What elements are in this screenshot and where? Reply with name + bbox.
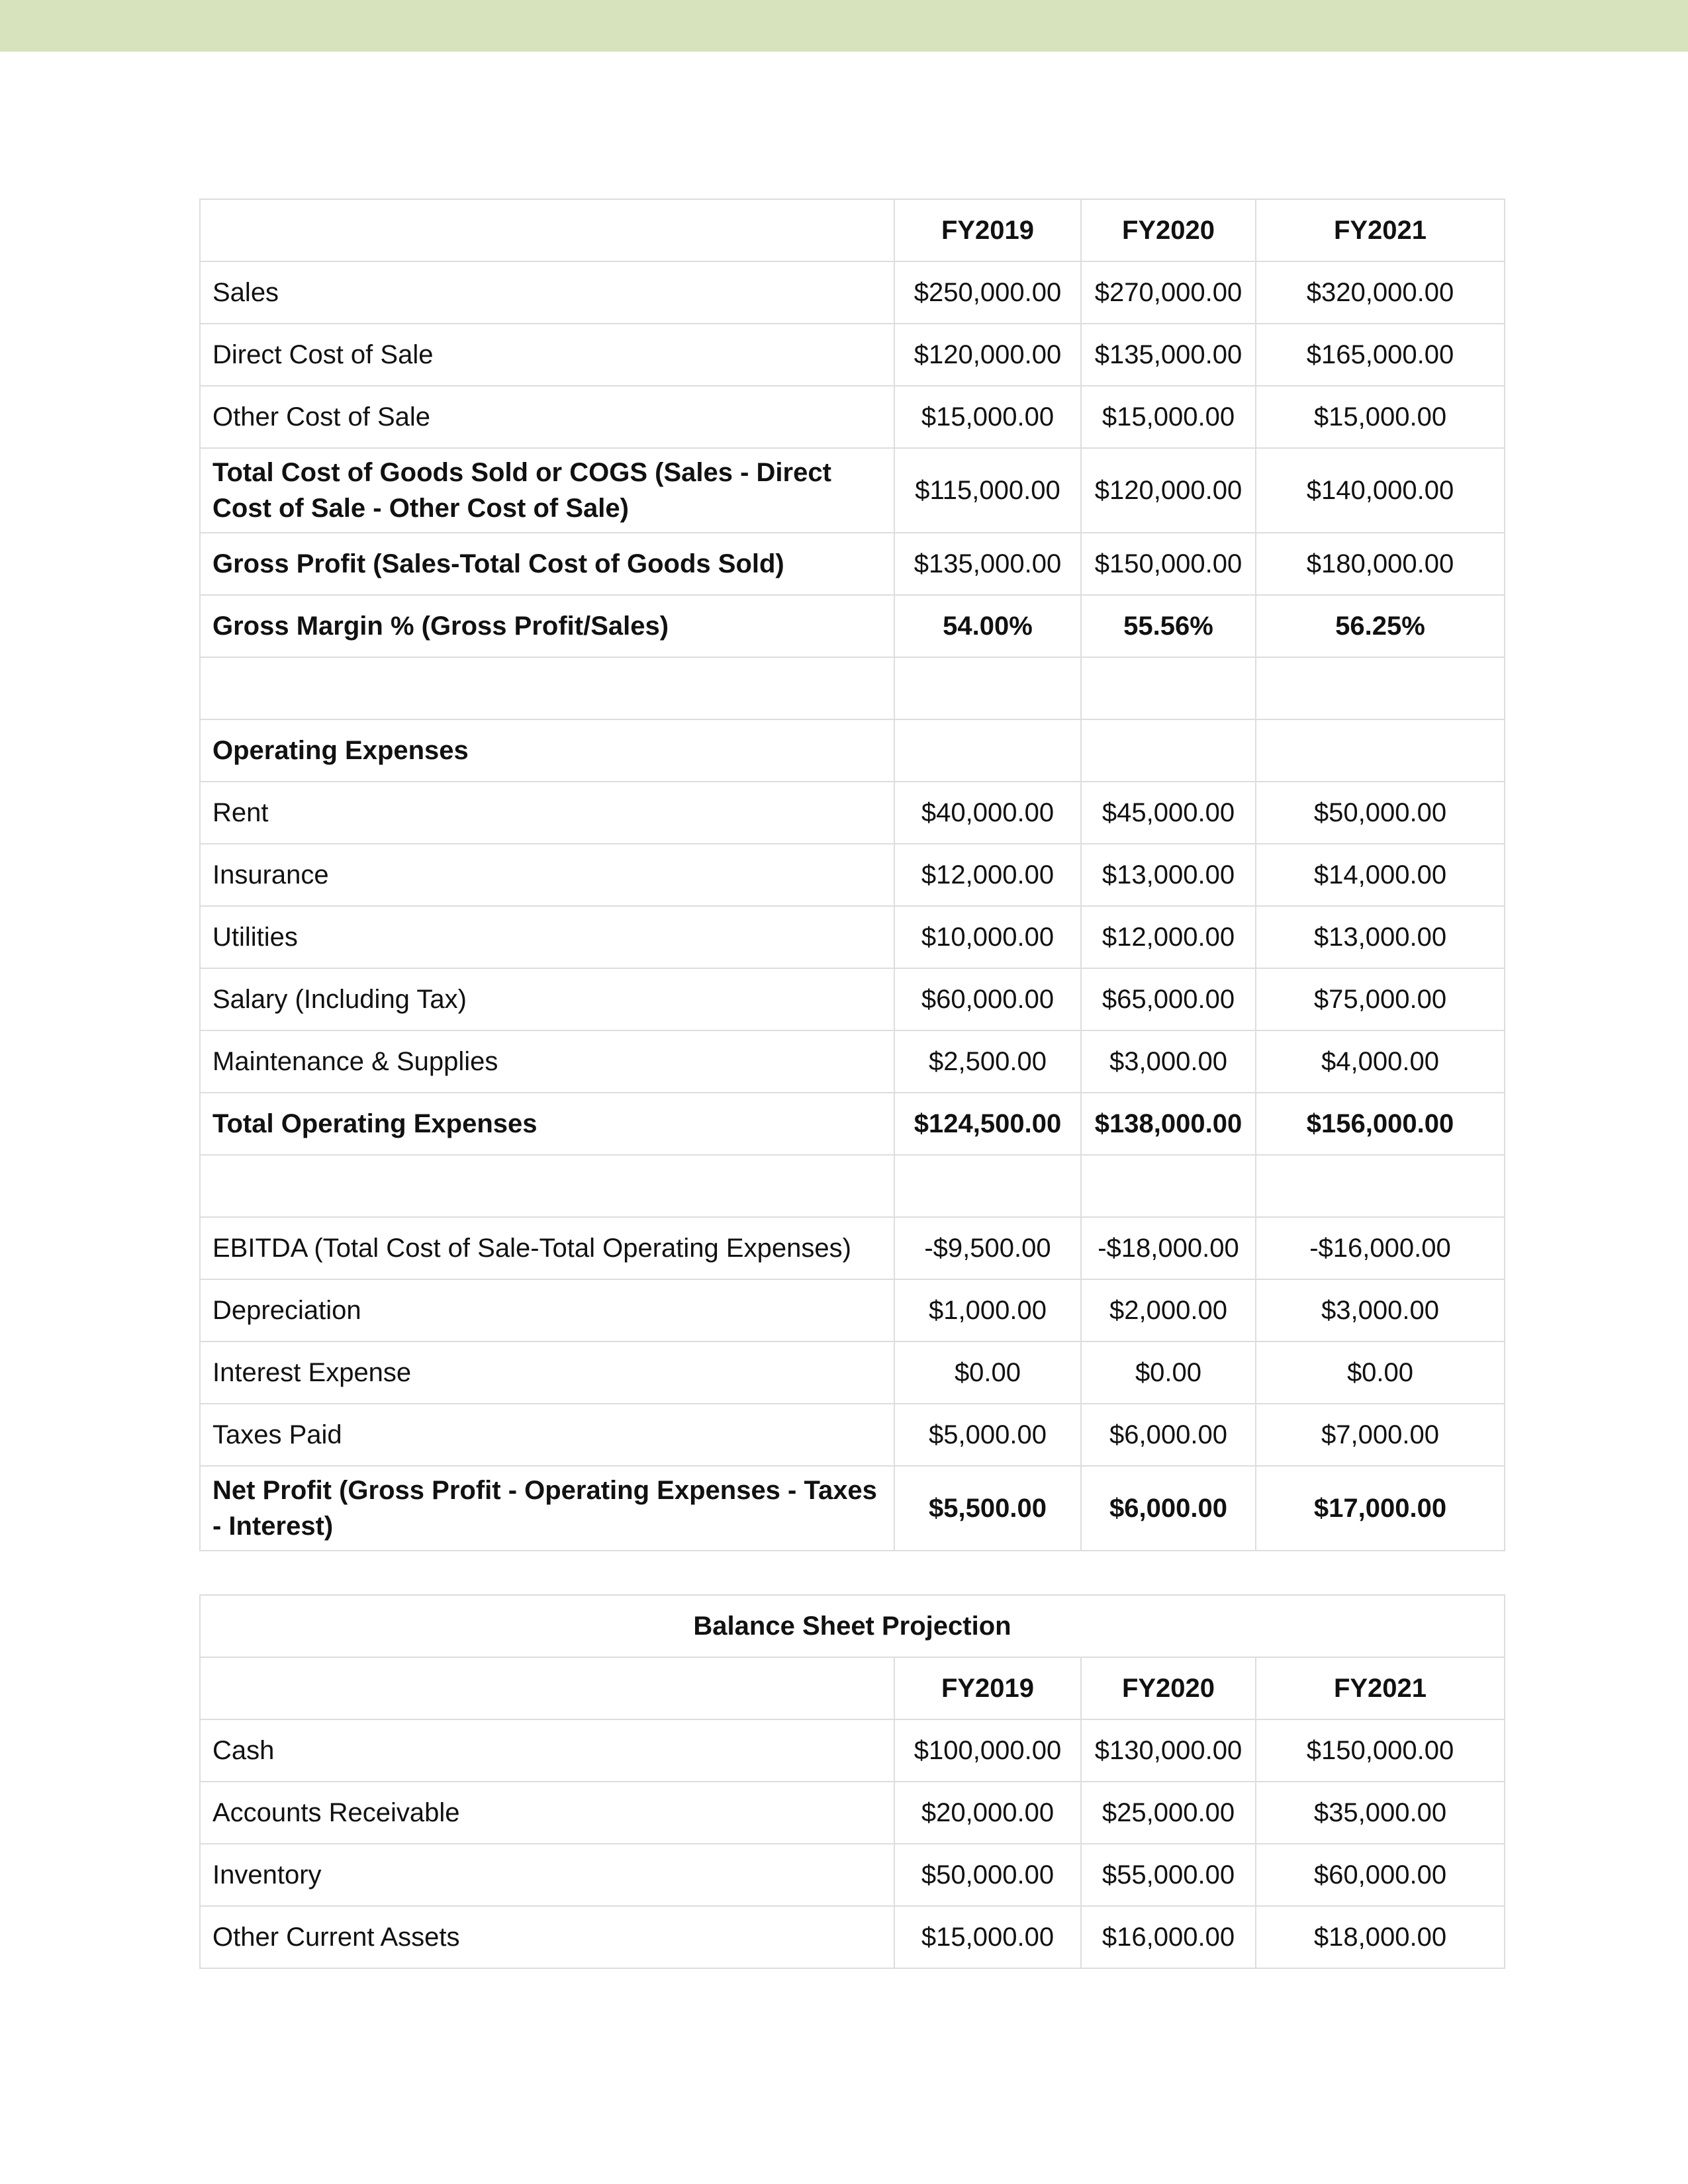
empty-cell [1081, 1155, 1256, 1217]
row-label: Cash [200, 1719, 894, 1782]
header-empty-cell [200, 199, 894, 261]
row-label: EBITDA (Total Cost of Sale-Total Operating Expenses) [200, 1217, 894, 1279]
cell-value: $150,000.00 [1256, 1719, 1505, 1782]
table-row [200, 1279, 1505, 1342]
cell-value: $5,500.00 [894, 1466, 1081, 1551]
cell-value: -$16,000.00 [1256, 1217, 1505, 1279]
row-label: Direct Cost of Sale [200, 324, 894, 386]
cell-value: $135,000.00 [894, 533, 1081, 595]
header-row [200, 199, 1505, 261]
cell-value: $124,500.00 [894, 1093, 1081, 1155]
empty-cell [1081, 719, 1256, 782]
table-row [200, 1782, 1505, 1844]
column-header: FY2021 [1256, 199, 1505, 261]
cell-value: $14,000.00 [1256, 844, 1505, 906]
cell-value: $135,000.00 [1081, 324, 1256, 386]
empty-cell [894, 719, 1081, 782]
cell-value: $150,000.00 [1081, 533, 1256, 595]
row-label: Other Cost of Sale [200, 386, 894, 448]
cell-value: $2,500.00 [894, 1030, 1081, 1093]
title-row [200, 1595, 1505, 1657]
row-label: Salary (Including Tax) [200, 968, 894, 1030]
column-header: FY2019 [894, 199, 1081, 261]
table-row [200, 1719, 1505, 1782]
row-label: Gross Margin % (Gross Profit/Sales) [200, 595, 894, 657]
row-label: Utilities [200, 906, 894, 968]
cell-value: $120,000.00 [1081, 448, 1256, 533]
cell-value: $120,000.00 [894, 324, 1081, 386]
row-label: Sales [200, 261, 894, 324]
cell-value: $55,000.00 [1081, 1844, 1256, 1906]
row-label: Total Cost of Goods Sold or COGS (Sales - Direct Cost of Sale - Other Cost of Sale) [200, 448, 894, 533]
empty-cell [1256, 657, 1505, 719]
balance-sheet-table [199, 1594, 1505, 1969]
column-header: FY2020 [1081, 1657, 1256, 1719]
cell-value: $156,000.00 [1256, 1093, 1505, 1155]
cell-value: $0.00 [1081, 1342, 1256, 1404]
column-header: FY2019 [894, 1657, 1081, 1719]
cell-value: $17,000.00 [1256, 1466, 1505, 1551]
row-label: Inventory [200, 1844, 894, 1906]
row-label: Rent [200, 782, 894, 844]
table-row [200, 595, 1505, 657]
table-row [200, 1342, 1505, 1404]
cell-value: 54.00% [894, 595, 1081, 657]
cell-value: $320,000.00 [1256, 261, 1505, 324]
row-label: Insurance [200, 844, 894, 906]
cell-value: $165,000.00 [1256, 324, 1505, 386]
empty-cell [894, 1155, 1081, 1217]
empty-cell [1256, 719, 1505, 782]
cell-value: $0.00 [894, 1342, 1081, 1404]
row-label: Depreciation [200, 1279, 894, 1342]
table-row [200, 968, 1505, 1030]
table-title: Balance Sheet Projection [200, 1595, 1505, 1657]
table-row [200, 386, 1505, 448]
empty-cell [200, 657, 894, 719]
cell-value: $50,000.00 [894, 1844, 1081, 1906]
table-row [200, 533, 1505, 595]
empty-cell [1081, 657, 1256, 719]
section-header-row [200, 719, 1505, 782]
table-row [200, 261, 1505, 324]
cell-value: $15,000.00 [894, 386, 1081, 448]
cell-value: $13,000.00 [1256, 906, 1505, 968]
table-row [200, 782, 1505, 844]
cell-value: $15,000.00 [1256, 386, 1505, 448]
cell-value: $12,000.00 [1081, 906, 1256, 968]
cell-value: $16,000.00 [1081, 1906, 1256, 1968]
cell-value: $35,000.00 [1256, 1782, 1505, 1844]
cell-value: $270,000.00 [1081, 261, 1256, 324]
table-row [200, 1030, 1505, 1093]
header-band [0, 0, 1688, 52]
cell-value: $0.00 [1256, 1342, 1505, 1404]
cell-value: $7,000.00 [1256, 1404, 1505, 1466]
cell-value: $115,000.00 [894, 448, 1081, 533]
cell-value: -$9,500.00 [894, 1217, 1081, 1279]
cell-value: $10,000.00 [894, 906, 1081, 968]
empty-cell [894, 657, 1081, 719]
table-row [200, 1466, 1505, 1551]
table-row [200, 324, 1505, 386]
cell-value: $140,000.00 [1256, 448, 1505, 533]
cell-value: $3,000.00 [1256, 1279, 1505, 1342]
cell-value: $65,000.00 [1081, 968, 1256, 1030]
cell-value: $1,000.00 [894, 1279, 1081, 1342]
spacer-row [200, 1155, 1505, 1217]
row-label: Accounts Receivable [200, 1782, 894, 1844]
cell-value: $2,000.00 [1081, 1279, 1256, 1342]
cell-value: $5,000.00 [894, 1404, 1081, 1466]
income-statement-table [199, 199, 1505, 1551]
cell-value: $75,000.00 [1256, 968, 1505, 1030]
cell-value: $25,000.00 [1081, 1782, 1256, 1844]
cell-value: $60,000.00 [894, 968, 1081, 1030]
cell-value: $12,000.00 [894, 844, 1081, 906]
table-row [200, 1093, 1505, 1155]
row-label: Taxes Paid [200, 1404, 894, 1466]
cell-value: $250,000.00 [894, 261, 1081, 324]
cell-value: $50,000.00 [1256, 782, 1505, 844]
cell-value: $15,000.00 [894, 1906, 1081, 1968]
cell-value: $45,000.00 [1081, 782, 1256, 844]
cell-value: $13,000.00 [1081, 844, 1256, 906]
cell-value: $138,000.00 [1081, 1093, 1256, 1155]
cell-value: $6,000.00 [1081, 1404, 1256, 1466]
row-label: Maintenance & Supplies [200, 1030, 894, 1093]
table-row [200, 448, 1505, 533]
section-title: Operating Expenses [200, 719, 894, 782]
row-label: Total Operating Expenses [200, 1093, 894, 1155]
row-label: Other Current Assets [200, 1906, 894, 1968]
cell-value: 55.56% [1081, 595, 1256, 657]
row-label: Net Profit (Gross Profit - Operating Expenses - Taxes - Interest) [200, 1466, 894, 1551]
table-row [200, 1217, 1505, 1279]
table-row [200, 1844, 1505, 1906]
cell-value: $4,000.00 [1256, 1030, 1505, 1093]
empty-cell [200, 1155, 894, 1217]
spacer-row [200, 657, 1505, 719]
cell-value: 56.25% [1256, 595, 1505, 657]
header-row [200, 1657, 1505, 1719]
table-row [200, 1906, 1505, 1968]
row-label: Interest Expense [200, 1342, 894, 1404]
cell-value: $6,000.00 [1081, 1466, 1256, 1551]
header-empty-cell [200, 1657, 894, 1719]
cell-value: $18,000.00 [1256, 1906, 1505, 1968]
cell-value: $60,000.00 [1256, 1844, 1505, 1906]
empty-cell [1256, 1155, 1505, 1217]
column-header: FY2021 [1256, 1657, 1505, 1719]
cell-value: $3,000.00 [1081, 1030, 1256, 1093]
cell-value: $15,000.00 [1081, 386, 1256, 448]
table-row [200, 844, 1505, 906]
cell-value: -$18,000.00 [1081, 1217, 1256, 1279]
table-row [200, 906, 1505, 968]
cell-value: $100,000.00 [894, 1719, 1081, 1782]
table-row [200, 1404, 1505, 1466]
cell-value: $130,000.00 [1081, 1719, 1256, 1782]
row-label: Gross Profit (Sales-Total Cost of Goods Sold) [200, 533, 894, 595]
cell-value: $180,000.00 [1256, 533, 1505, 595]
cell-value: $20,000.00 [894, 1782, 1081, 1844]
column-header: FY2020 [1081, 199, 1256, 261]
cell-value: $40,000.00 [894, 782, 1081, 844]
